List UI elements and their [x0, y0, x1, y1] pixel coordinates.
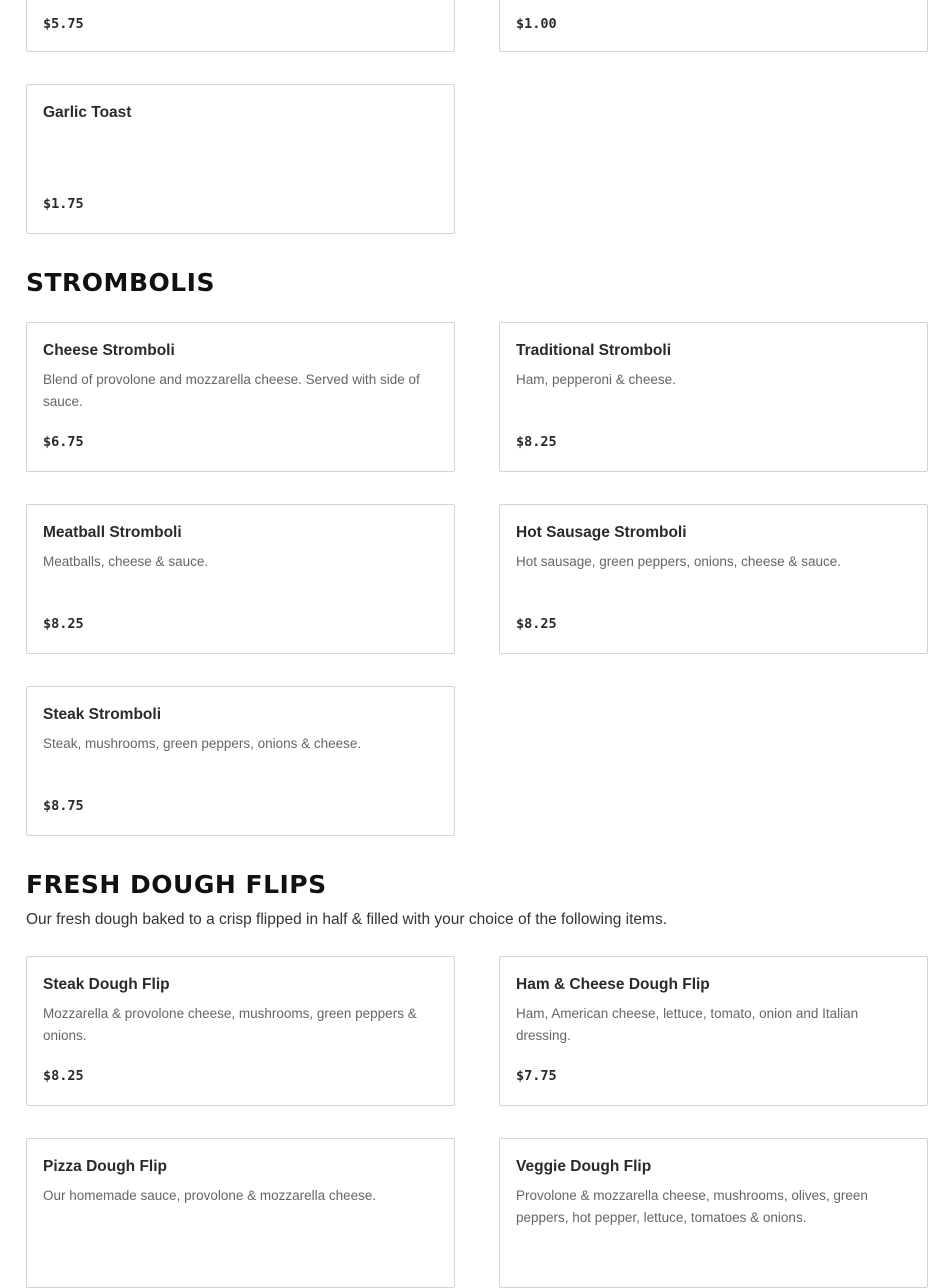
menu-item-card[interactable] [499, 504, 928, 654]
menu-item-card[interactable] [26, 322, 455, 472]
menu-item-name: Traditional Stromboli [516, 342, 672, 359]
menu-item-name: Hot Sausage Stromboli [516, 524, 687, 541]
menu-item-price: $8.75 [43, 798, 84, 814]
menu-item-description: Provolone & mozzarella cheese, mushrooms, olives, green peppers, hot pepper, lettuce, tomatoes & onions. [516, 1188, 868, 1225]
menu-item-price: $8.25 [43, 1068, 84, 1084]
menu-item-card[interactable] [26, 956, 455, 1106]
section-title-dough-flips: FRESH DOUGH FLIPS [26, 870, 327, 899]
menu-item-card[interactable] [499, 1138, 928, 1288]
menu-item-price: $1.75 [43, 196, 84, 212]
menu-item-price: $8.25 [43, 616, 84, 632]
menu-item-name: Garlic Toast [43, 104, 132, 121]
menu-item-card[interactable] [26, 1138, 455, 1288]
menu-item-description: Our homemade sauce, provolone & mozzarella cheese. [43, 1188, 377, 1203]
menu-item-price: $1.00 [516, 16, 557, 32]
menu-item-price: $7.75 [516, 1068, 557, 1084]
menu-item-description: Blend of provolone and mozzarella cheese. Served with side of sauce. [43, 372, 420, 409]
menu-item-name: Steak Stromboli [43, 706, 161, 723]
menu-item-description: Hot sausage, green peppers, onions, cheese & sauce. [516, 554, 841, 569]
section-title-strombolis: STROMBOLIS [26, 268, 215, 297]
menu-item-name: Steak Dough Flip [43, 976, 170, 993]
menu-item-card[interactable] [26, 686, 455, 836]
menu-item-card[interactable] [499, 322, 928, 472]
menu-item-card[interactable] [499, 956, 928, 1106]
section-description: Our fresh dough baked to a crisp flipped in half & filled with your choice of the following items. [26, 911, 668, 928]
menu-item-card[interactable] [26, 504, 455, 654]
menu-item-name: Meatball Stromboli [43, 524, 182, 541]
menu-item-name: Pizza Dough Flip [43, 1158, 167, 1175]
menu-item-card[interactable] [26, 84, 455, 234]
menu-item-price: $8.25 [516, 616, 557, 632]
menu-item-description: Meatballs, cheese & sauce. [43, 554, 209, 569]
menu-item-price: $5.75 [43, 16, 84, 32]
menu-item-name: Veggie Dough Flip [516, 1158, 652, 1175]
menu-item-name: Ham & Cheese Dough Flip [516, 976, 710, 993]
menu-item-description: Steak, mushrooms, green peppers, onions & cheese. [43, 736, 362, 751]
menu-item-price: $8.25 [516, 434, 557, 450]
menu-item-name: Cheese Stromboli [43, 342, 175, 359]
menu-item-description: Ham, American cheese, lettuce, tomato, onion and Italian dressing. [516, 1006, 859, 1043]
menu-item-description: Ham, pepperoni & cheese. [516, 372, 676, 387]
menu-item-card[interactable] [26, 0, 455, 52]
menu-item-description: Mozzarella & provolone cheese, mushrooms, green peppers & onions. [43, 1006, 417, 1043]
menu-item-card[interactable] [499, 0, 928, 52]
menu-item-price: $6.75 [43, 434, 84, 450]
